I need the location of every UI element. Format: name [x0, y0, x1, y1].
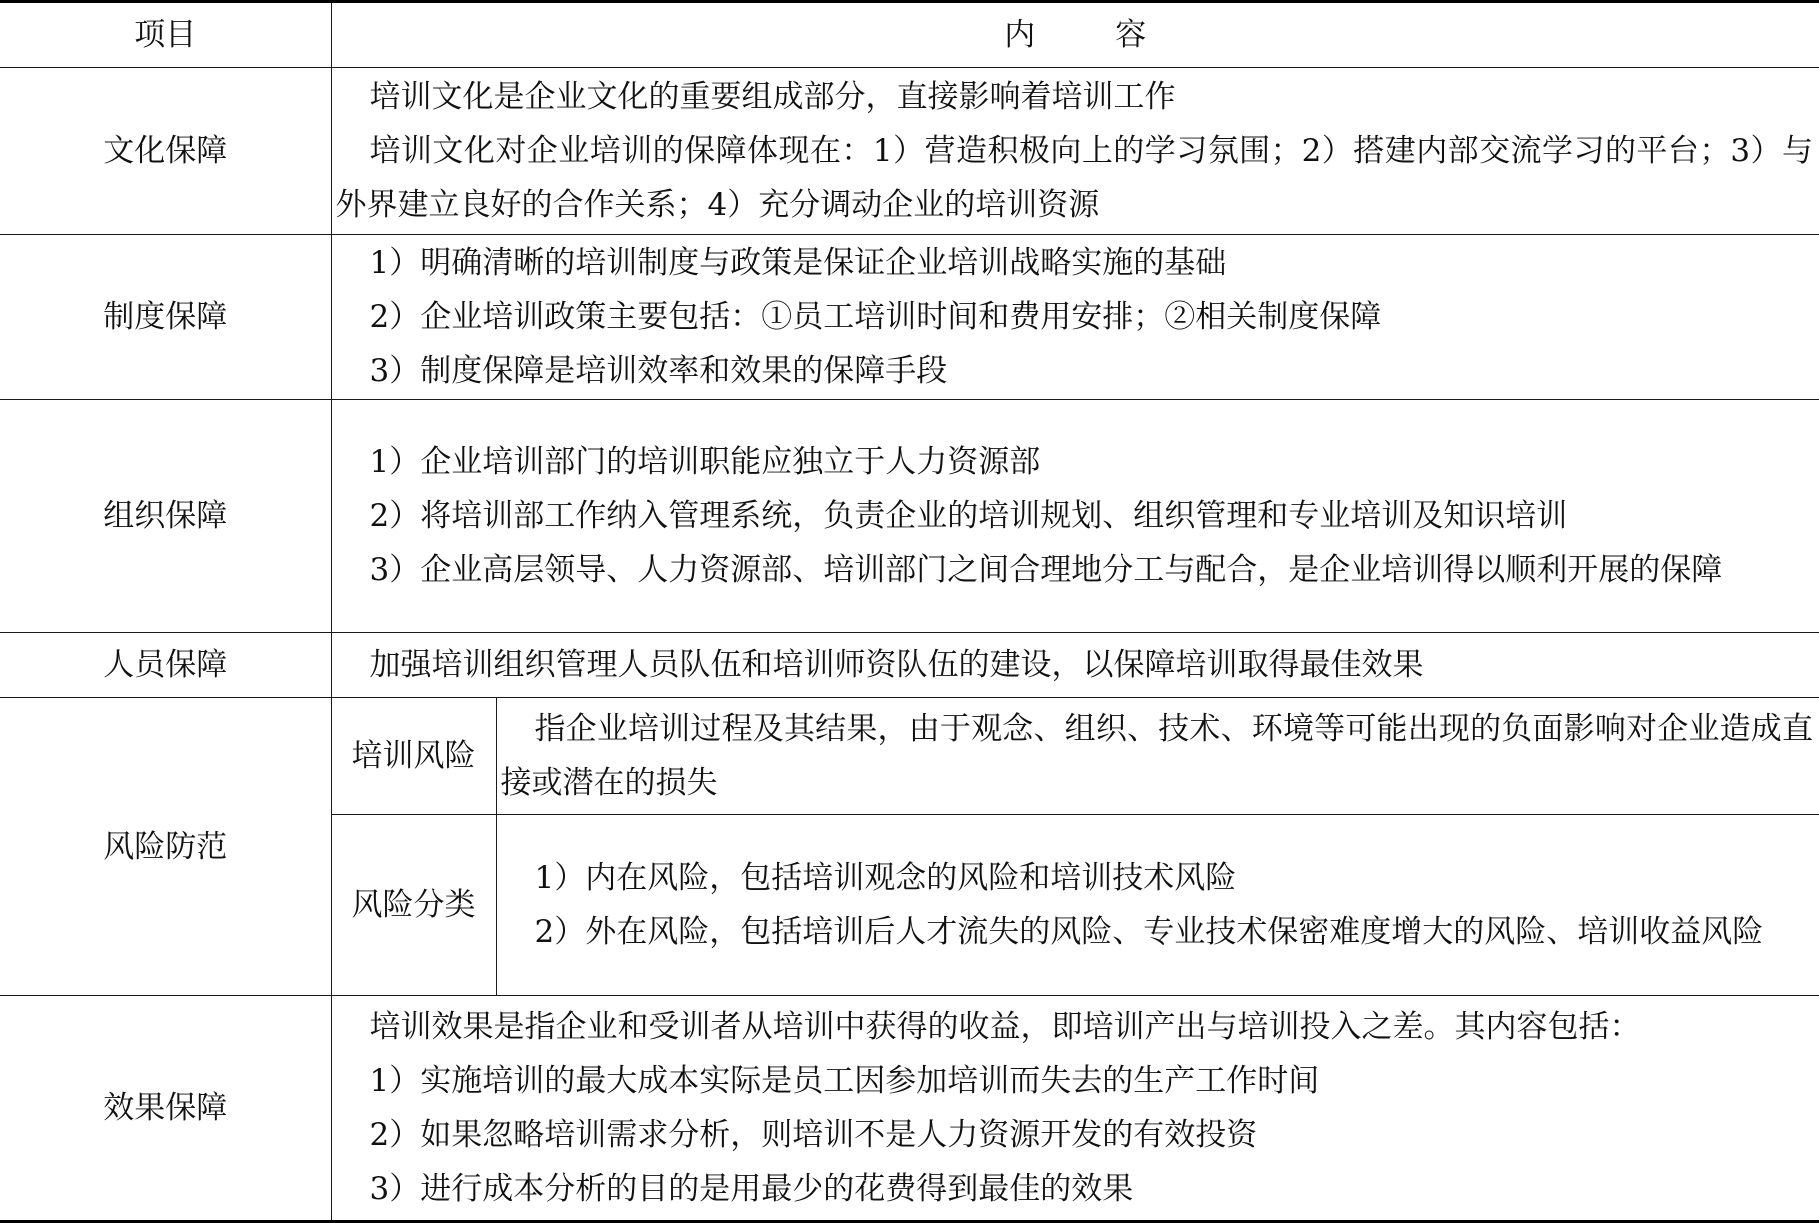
category-cell: 效果保障: [0, 996, 331, 1222]
category-cell: 风险防范: [0, 698, 331, 996]
content-line: 培训文化对企业培训的保障体现在：1）营造积极向上的学习氛围；2）搭建内部交流学习的平台；3）与外界建立良好的合作关系；4）充分调动企业的培训资源: [335, 133, 1813, 223]
header-item: 项目: [134, 17, 197, 53]
content-line: 2）外在风险，包括培训后人才流失的风险、专业技术保密难度增大的风险、培训收益风险: [534, 914, 1764, 950]
header-content-char2: 容: [1115, 17, 1147, 53]
category-cell: 制度保障: [0, 235, 331, 400]
table-row: [0, 400, 1819, 633]
content-cell: [331, 235, 1819, 400]
content-line: 培训文化是企业文化的重要组成部分，直接影响着培训工作: [369, 79, 1176, 115]
table-row: [0, 633, 1819, 698]
table-row: [0, 698, 1819, 815]
content-line: 2）企业培训政策主要包括：①员工培训时间和费用安排；②相关制度保障: [369, 299, 1382, 335]
content-cell: [331, 633, 1819, 698]
subcontent-cell: [496, 815, 1819, 996]
content-line: 2）如果忽略培训需求分析，则培训不是人力资源开发的有效投资: [369, 1117, 1258, 1153]
content-line: 培训效果是指企业和受训者从培训中获得的收益，即培训产出与培训投入之差。其内容包括：: [369, 1009, 1641, 1045]
content-line: 指企业培训过程及其结果，由于观念、组织、技术、环境等可能出现的负面影响对企业造成直接或潜在的损失: [500, 711, 1813, 801]
subcontent-cell: [496, 698, 1819, 815]
content-line: 1）企业培训部门的培训职能应独立于人力资源部: [369, 444, 1041, 480]
table-row: [0, 235, 1819, 400]
header-item-cell: [0, 2, 331, 68]
subcategory-cell: 培训风险: [331, 698, 496, 815]
content-line: 1）明确清晰的培训制度与政策是保证企业培训战略实施的基础: [369, 245, 1227, 281]
content-cell: [331, 68, 1819, 235]
content-line: 1）内在风险，包括培训观念的风险和培训技术风险: [534, 860, 1237, 896]
header-content-cell: [331, 2, 1819, 68]
content-line: 3）进行成本分析的目的是用最少的花费得到最佳的效果: [369, 1171, 1134, 1207]
content-line: 3）制度保障是培训效率和效果的保障手段: [369, 353, 948, 389]
subcategory-cell: 风险分类: [331, 815, 496, 996]
category-cell: 文化保障: [0, 68, 331, 235]
category-cell: 组织保障: [0, 400, 331, 633]
table-row: [0, 68, 1819, 235]
category-cell: 人员保障: [0, 633, 331, 698]
table-header-row: [0, 2, 1819, 68]
content-line: 加强培训组织管理人员队伍和培训师资队伍的建设，以保障培训取得最佳效果: [369, 647, 1424, 683]
content-line: 2）将培训部工作纳入管理系统，负责企业的培训规划、组织管理和专业培训及知识培训: [369, 498, 1568, 534]
header-content-char1: 内: [1004, 17, 1036, 53]
content-line: 3）企业高层领导、人力资源部、培训部门之间合理地分工与配合，是企业培训得以顺利开展的保障: [369, 552, 1723, 588]
table-row: [0, 996, 1819, 1222]
content-cell: [331, 400, 1819, 633]
content-cell: [331, 996, 1819, 1222]
content-line: 1）实施培训的最大成本实际是员工因参加培训而失去的生产工作时间: [369, 1063, 1320, 1099]
